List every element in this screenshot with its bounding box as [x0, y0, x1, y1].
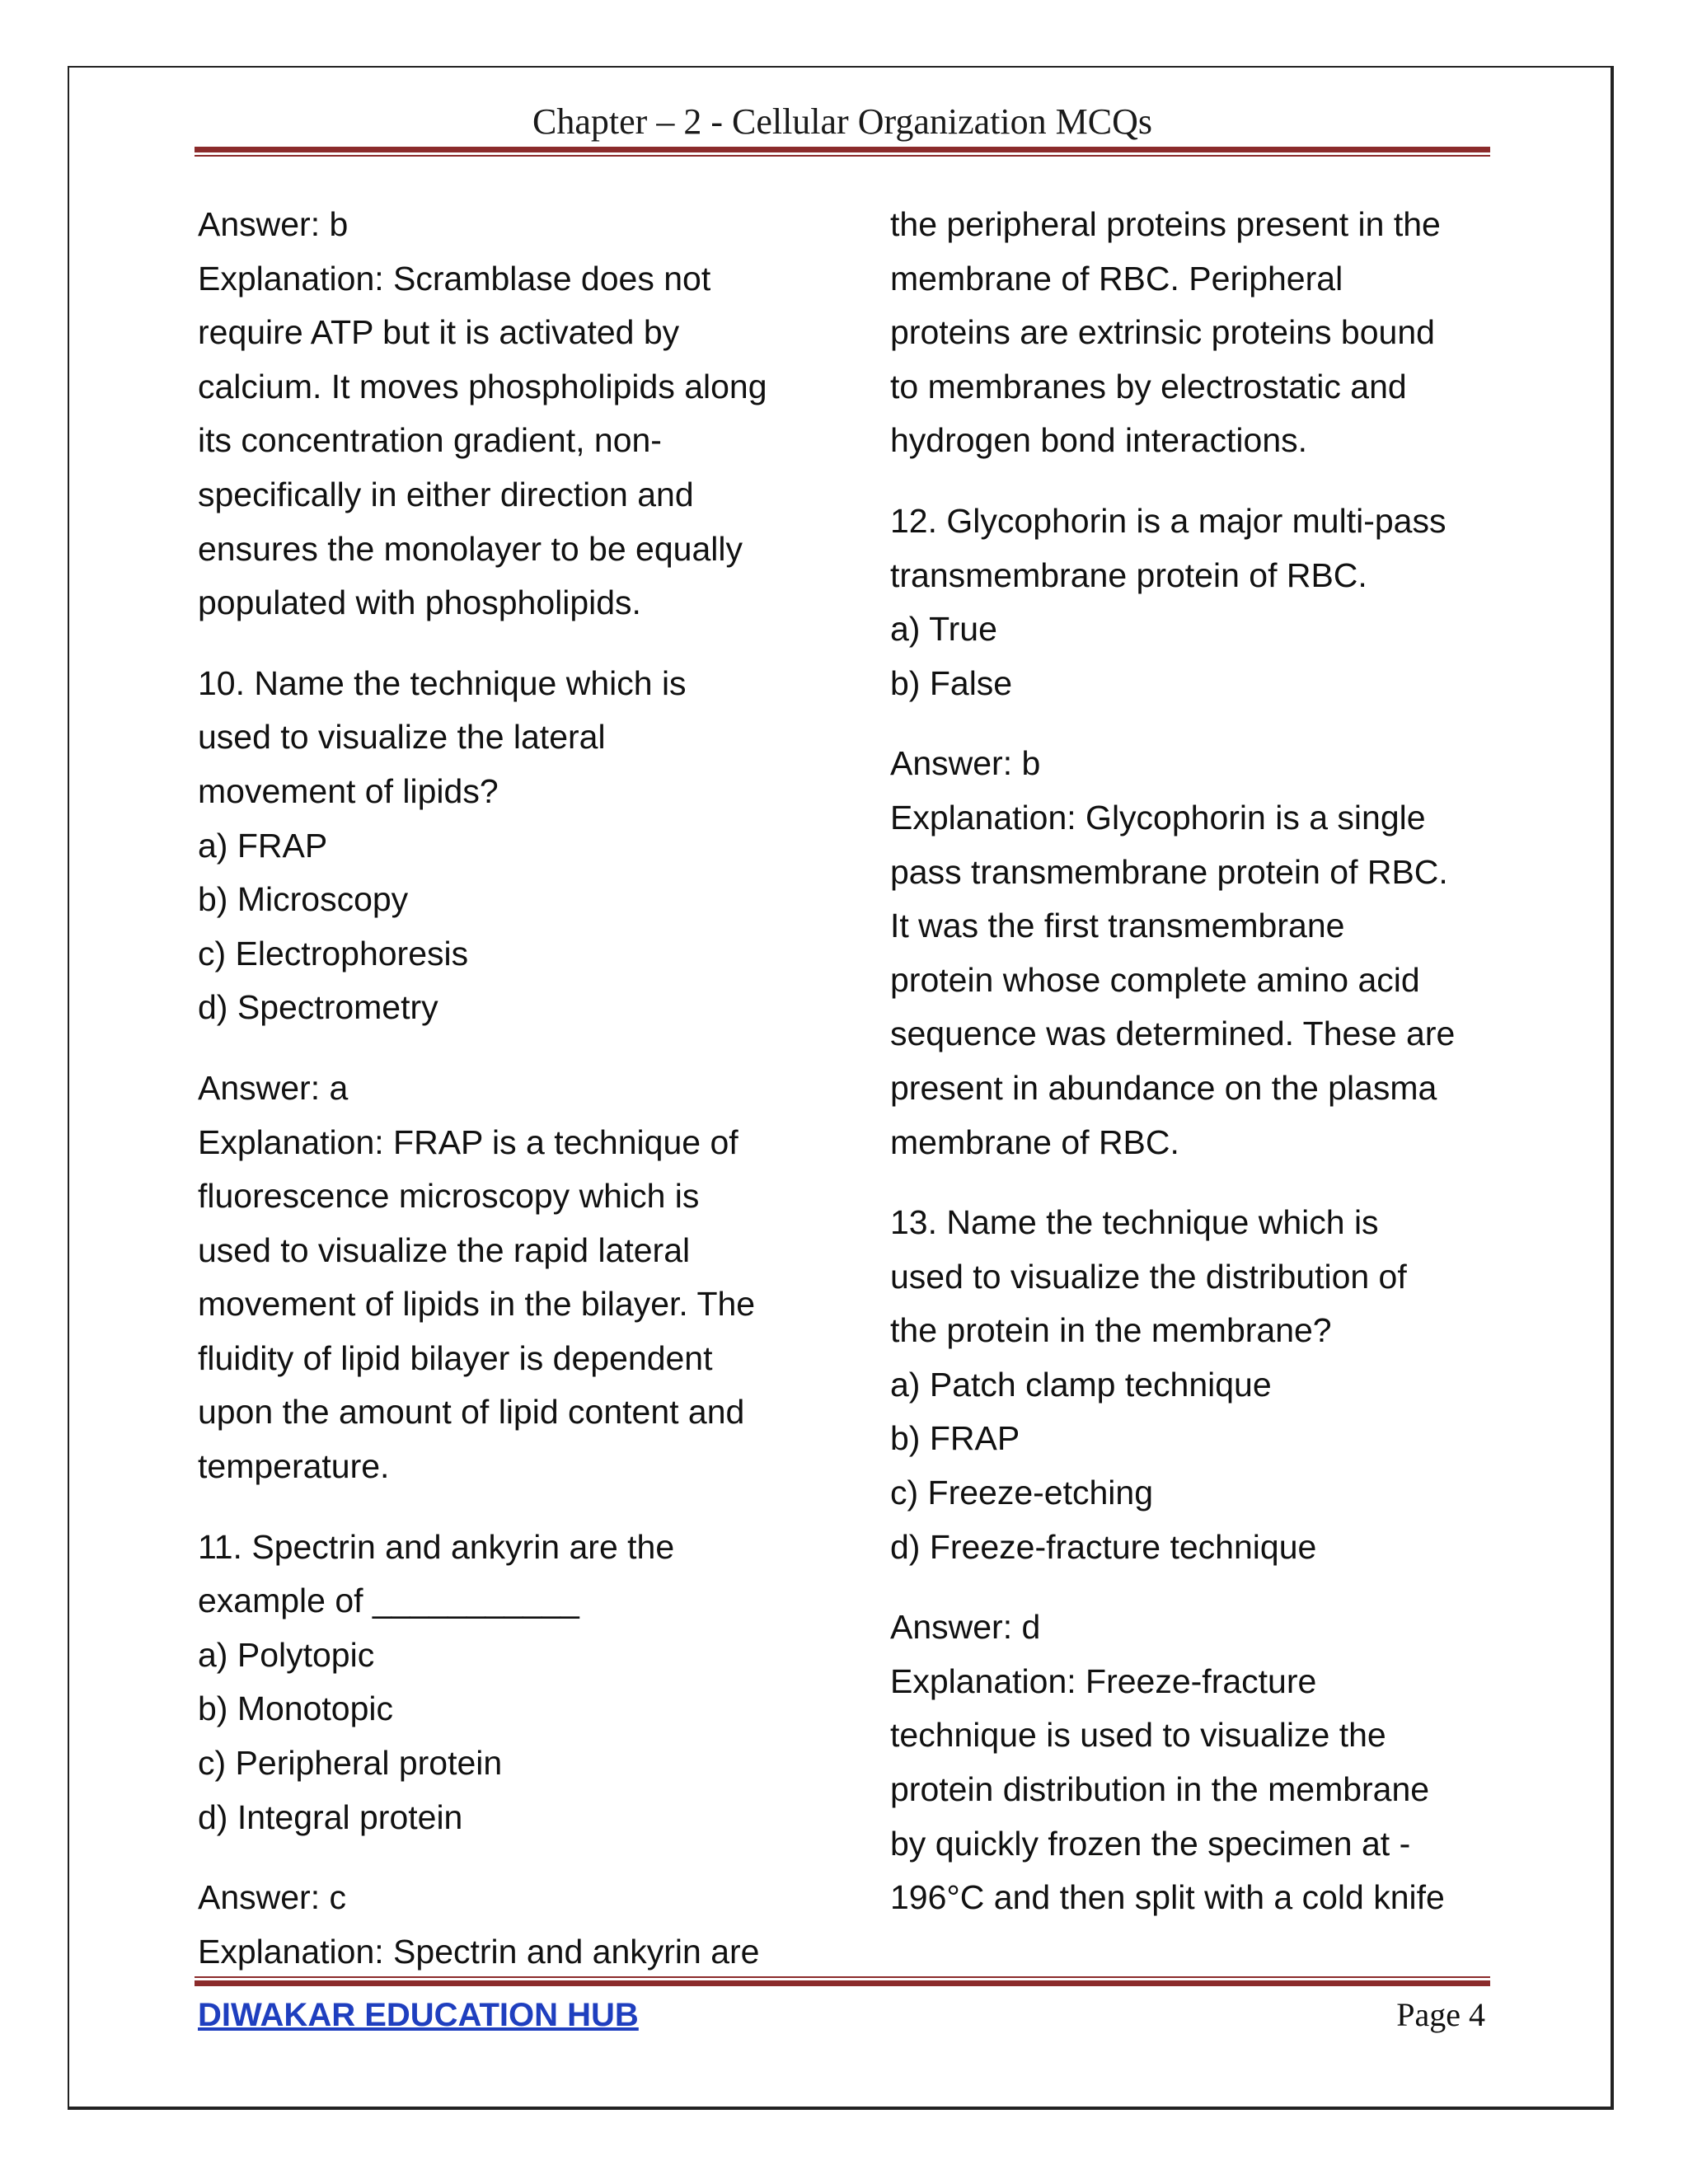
option-c: c) Electrophoresis [198, 934, 469, 972]
question-block-13 [890, 1196, 1500, 1574]
explanation-line: Explanation: Glycophorin is a single [890, 798, 1426, 837]
option-b: b) False [890, 663, 1013, 702]
question-line: transmembrane protein of RBC. [890, 555, 1367, 594]
question-line: example of ___________ [198, 1582, 579, 1620]
option-c: c) Peripheral protein [198, 1744, 503, 1783]
answer-11: Answer: c [198, 1878, 346, 1917]
explanation-line: sequence was determined. These are [890, 1015, 1456, 1053]
question-line: 12. Glycophorin is a major multi-pass [890, 501, 1447, 540]
explanation-line: Explanation: FRAP is a technique of [198, 1122, 738, 1161]
explanation-line: used to visualize the rapid lateral [198, 1230, 691, 1269]
option-b: b) Microscopy [198, 880, 409, 919]
page-number: Page 4 [1396, 1996, 1485, 2033]
explanation-line: upon the amount of lipid content and [198, 1393, 745, 1432]
explanation-line: specifically in either direction and [198, 475, 694, 513]
question-line: used to visualize the lateral [198, 718, 606, 757]
explanation-line: present in abundance on the plasma [890, 1068, 1437, 1107]
explanation-line: technique is used to visualize the [890, 1716, 1386, 1755]
question-line: movement of lipids? [198, 771, 499, 810]
explanation-line: membrane of RBC. [890, 1122, 1179, 1161]
question-block-10 [198, 657, 808, 1035]
explanation-line: Explanation: Freeze-fracture [890, 1661, 1317, 1700]
explanation-line: populated with phospholipids. [198, 583, 641, 622]
question-line: the protein in the membrane? [890, 1311, 1332, 1350]
option-d: d) Spectrometry [198, 988, 438, 1027]
explanation-line: fluorescence microscopy which is [198, 1177, 700, 1216]
left-column [198, 198, 808, 2005]
explanation-line: 196°C and then split with a cold knife [890, 1878, 1445, 1917]
answer-block-13 [890, 1601, 1500, 1925]
option-a: a) Polytopic [198, 1635, 375, 1674]
explanation-line: protein distribution in the membrane [890, 1770, 1430, 1809]
explanation-line: protein whose complete amino acid [890, 960, 1420, 999]
question-line: 13. Name the technique which is [890, 1203, 1379, 1242]
answer-block-9 [198, 198, 808, 630]
answer-block-11 [198, 1871, 808, 1979]
explanation-line: Explanation: Spectrin and ankyrin are [198, 1932, 760, 1971]
explanation-line: the peripheral proteins present in the [890, 205, 1441, 243]
explanation-line: by quickly frozen the specimen at - [890, 1824, 1411, 1863]
question-line: used to visualize the distribution of [890, 1257, 1407, 1296]
option-b: b) Monotopic [198, 1690, 394, 1728]
explanation-line: movement of lipids in the bilayer. The [198, 1285, 756, 1324]
explanation-line: to membranes by electrostatic and [890, 367, 1407, 405]
page-title: Chapter – 2 - Cellular Organization MCQs [532, 101, 1152, 142]
explanation-line: It was the first transmembrane [890, 907, 1345, 945]
question-block-12 [890, 494, 1500, 710]
question-block-11 [198, 1521, 808, 1845]
option-b: b) FRAP [890, 1419, 1020, 1458]
answer-9: Answer: b [198, 205, 349, 243]
explanation-line: temperature. [198, 1447, 390, 1486]
explanation-line: pass transmembrane protein of RBC. [890, 852, 1448, 891]
option-a: a) Patch clamp technique [890, 1365, 1272, 1404]
explanation-line: hydrogen bond interactions. [890, 421, 1308, 460]
option-d: d) Freeze-fracture technique [890, 1527, 1317, 1566]
explanation-line: calcium. It moves phospholipids along [198, 367, 767, 405]
explanation-line: proteins are extrinsic proteins bound [890, 313, 1435, 352]
explanation-line: require ATP but it is activated by [198, 313, 680, 352]
option-d: d) Integral protein [198, 1797, 463, 1836]
option-a: a) True [890, 610, 997, 649]
answer-block-10 [198, 1062, 808, 1494]
explanation-line: Explanation: Scramblase does not [198, 259, 711, 298]
answer-12: Answer: b [890, 744, 1041, 783]
question-line: 11. Spectrin and ankyrin are the [198, 1527, 675, 1566]
answer-10: Answer: a [198, 1068, 349, 1107]
explanation-line: its concentration gradient, non- [198, 421, 662, 460]
right-column [890, 198, 1500, 1952]
explanation-line: fluidity of lipid bilayer is dependent [198, 1338, 713, 1377]
publisher-link[interactable]: DIWAKAR EDUCATION HUB [198, 1997, 639, 2033]
footer-rule [195, 1976, 1490, 1986]
answer-block-12 [890, 737, 1500, 1169]
explanation-block-11-cont [890, 198, 1500, 468]
option-a: a) FRAP [198, 826, 328, 865]
question-line: 10. Name the technique which is [198, 663, 687, 702]
answer-13: Answer: d [890, 1608, 1041, 1647]
explanation-line: membrane of RBC. Peripheral [890, 259, 1343, 298]
header-rule [195, 147, 1490, 157]
explanation-line: ensures the monolayer to be equally [198, 529, 743, 568]
option-c: c) Freeze-etching [890, 1474, 1154, 1512]
